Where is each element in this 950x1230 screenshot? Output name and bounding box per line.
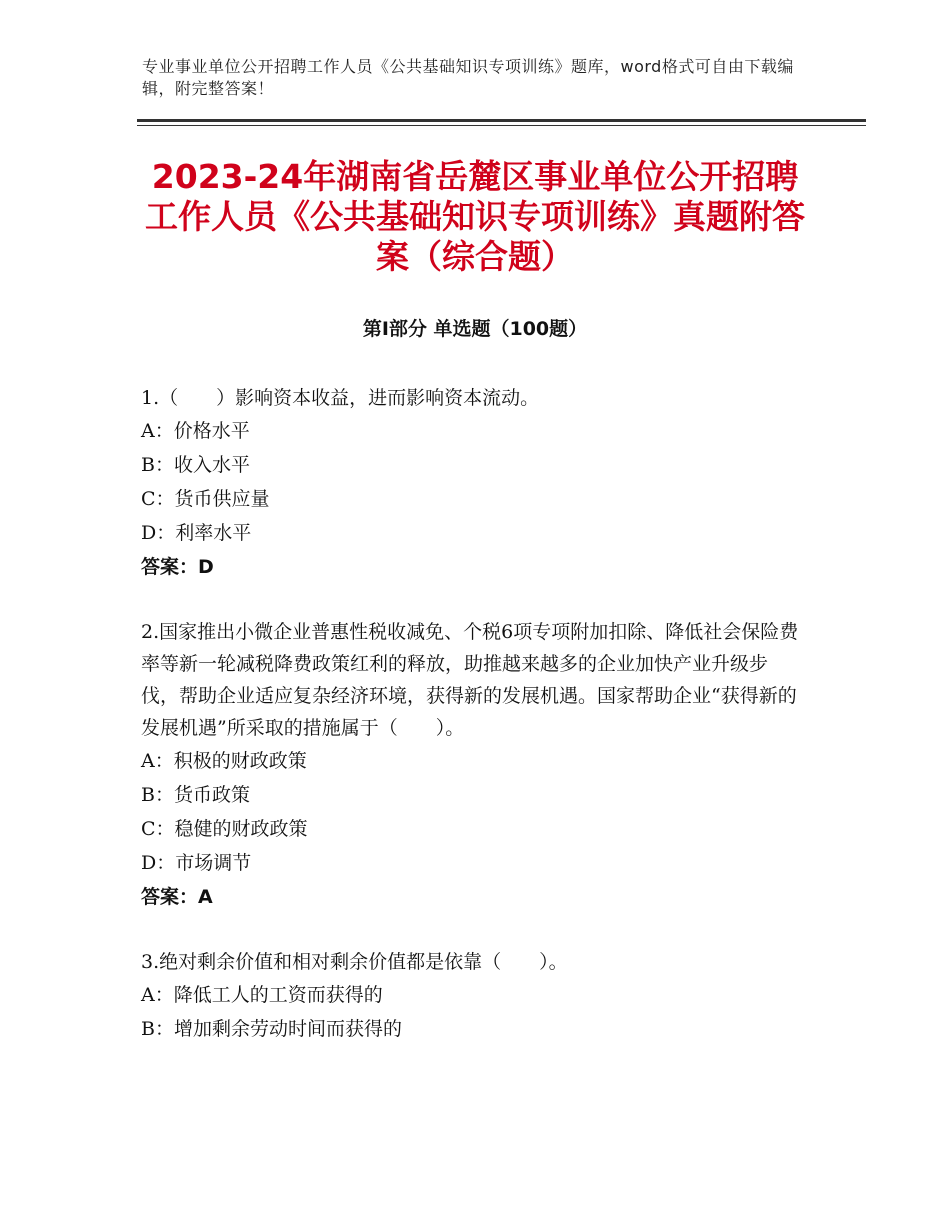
option-a: A：降低工人的工资而获得的 [141, 984, 383, 1006]
option-b: B：货币政策 [141, 784, 250, 806]
answer: 答案：D [141, 556, 214, 578]
question-3 [141, 946, 801, 1046]
option-a: A：价格水平 [141, 420, 250, 442]
section-heading: 第Ⅰ部分 单选题（100题） [362, 318, 588, 340]
document-title: 2023-24年湖南省岳麓区事业单位公开招聘工作人员《公共基础知识专项训练》真题附答案（综合题） [145, 157, 805, 276]
option-b: B：增加剩余劳动时间而获得的 [141, 1018, 402, 1040]
question-text: 1.（ ）影响资本收益，进而影响资本流动。 [141, 387, 540, 409]
header-note: 专业事业单位公开招聘工作人员《公共基础知识专项训练》题库，word格式可自由下载编辑，附完整答案！ [142, 57, 794, 98]
option-d: D：市场调节 [141, 852, 252, 874]
question-text: 3.绝对剩余价值和相对剩余价值都是依靠（ ）。 [141, 951, 568, 973]
header-divider-thick [137, 119, 866, 122]
question-2 [141, 616, 801, 914]
option-b: B：收入水平 [141, 454, 250, 476]
answer: 答案：A [141, 886, 213, 908]
option-c: C：稳健的财政政策 [141, 818, 308, 840]
option-c: C：货币供应量 [141, 488, 270, 510]
question-1 [141, 382, 801, 584]
option-d: D：利率水平 [141, 522, 252, 544]
header-divider-thin [137, 125, 866, 126]
question-text: 2.国家推出小微企业普惠性税收减免、个税6项专项附加扣除、降低社会保险费率等新一轮减税降费政策红利的释放，助推越来越多的企业加快产业升级步伐，帮助企业适应复杂经济环境，获得新的发展机遇。国家帮助企业“获得新的发展机遇”所采取的措施属于（ ）。 [141, 621, 799, 739]
question-list [141, 382, 801, 1078]
header-divider [137, 119, 866, 128]
option-a: A：积极的财政政策 [141, 750, 307, 772]
